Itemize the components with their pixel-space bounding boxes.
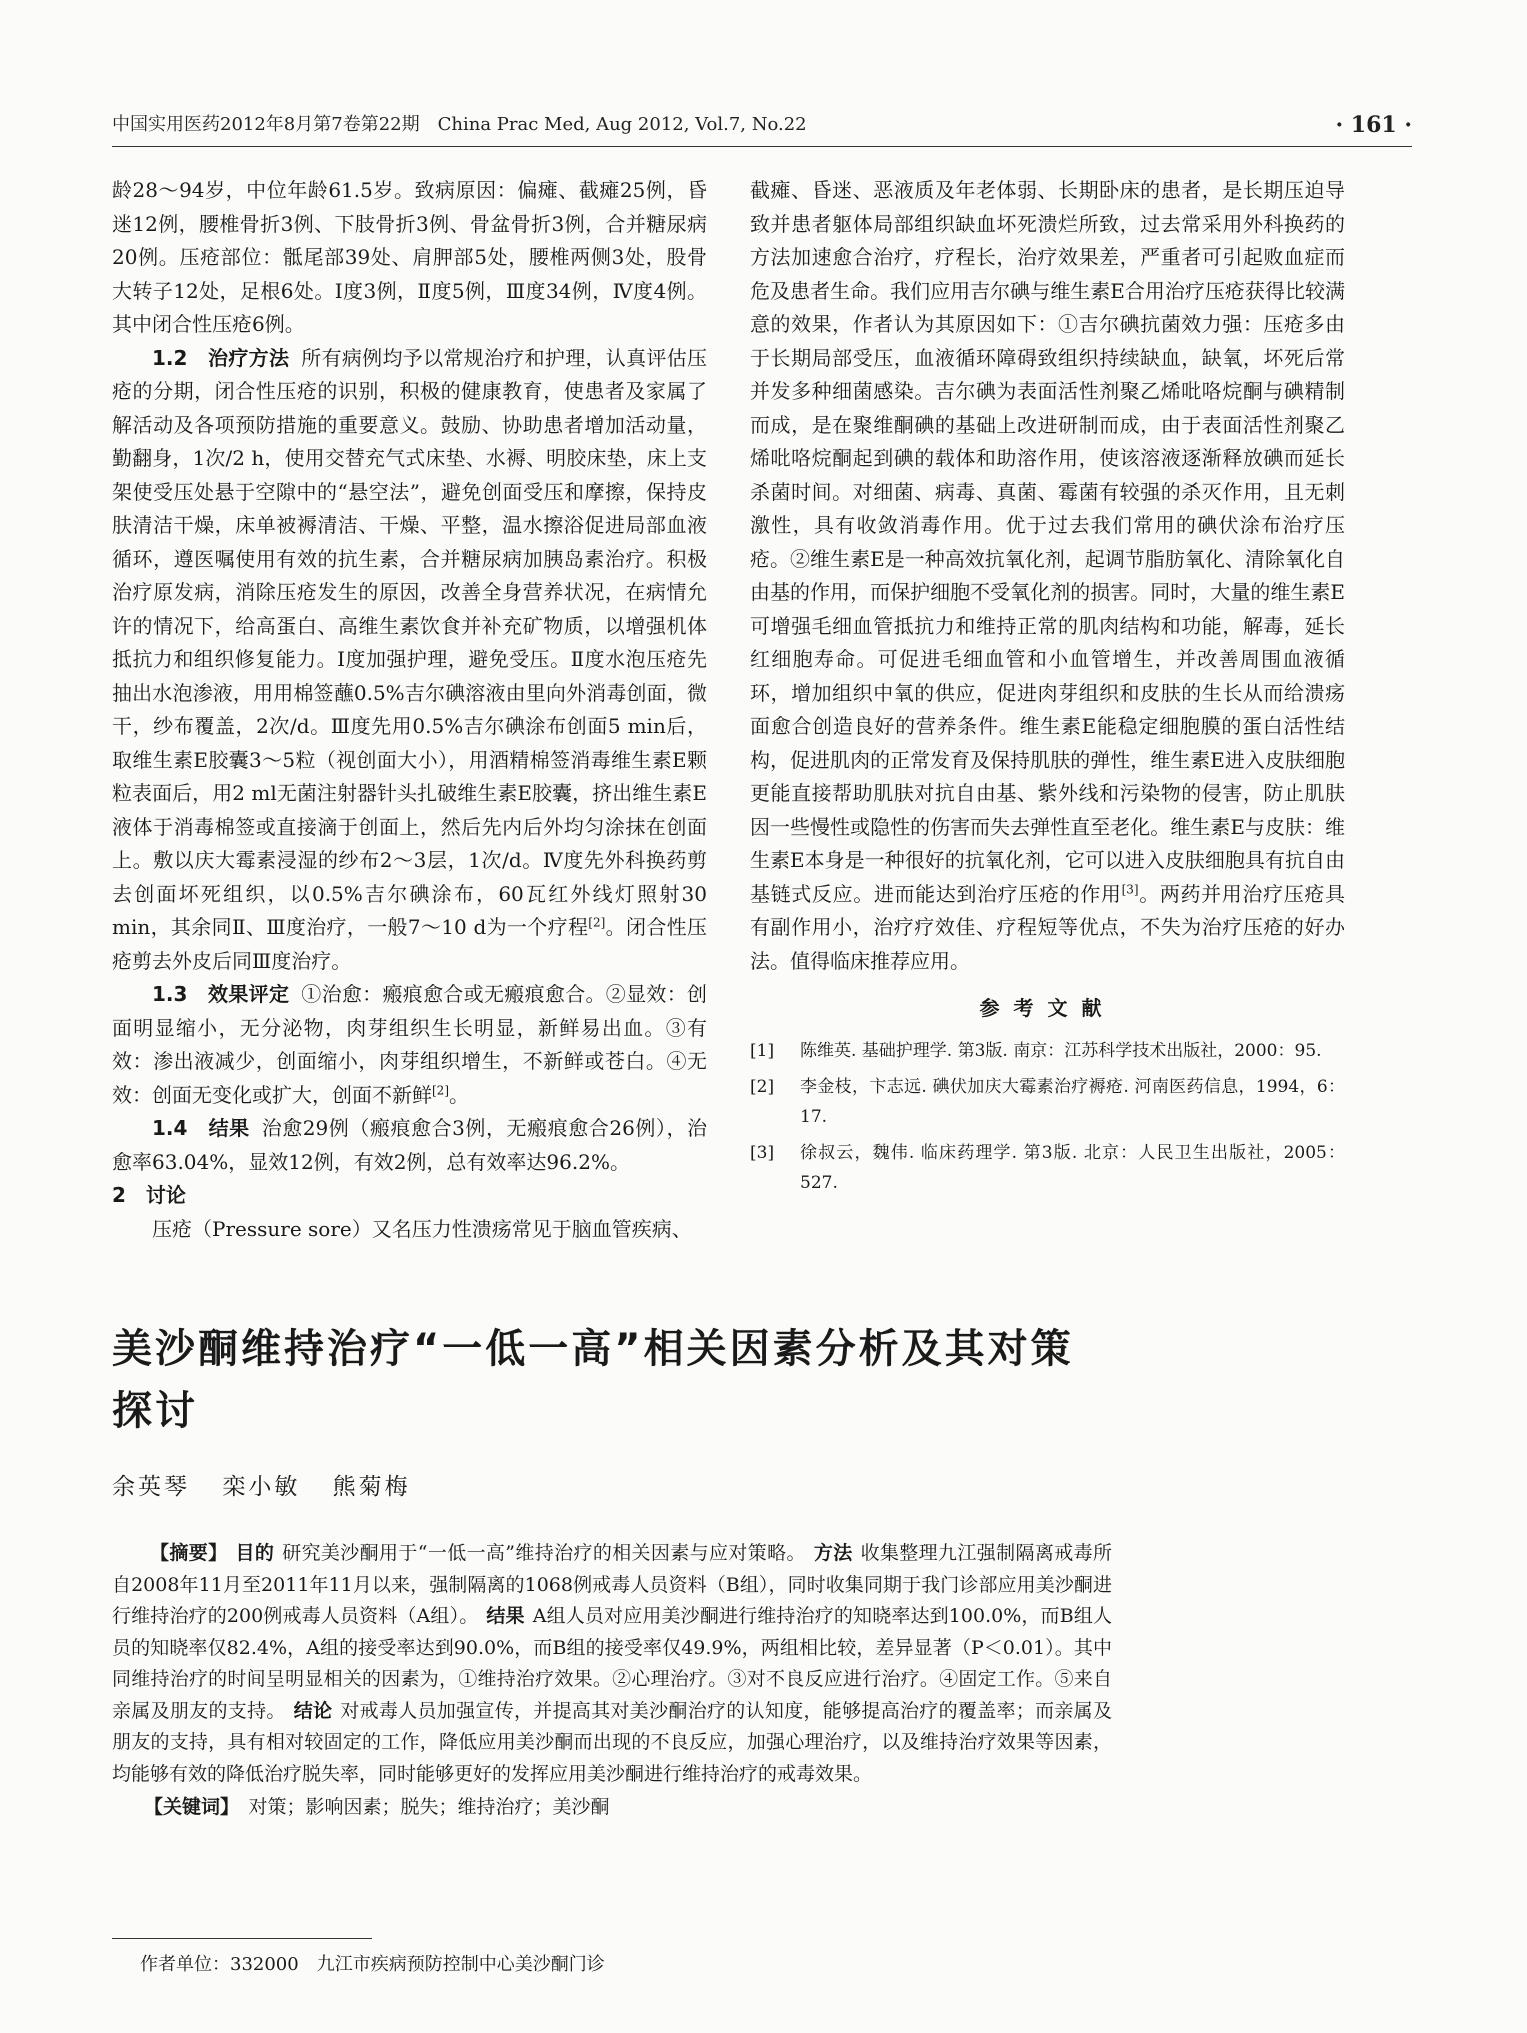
journal-info: 中国实用医药2012年8月第7卷第22期 China Prac Med, Aug 2012, Vol.7, No.22	[112, 114, 807, 135]
section-body: 所有病例均予以常规治疗和护理，认真评估压疮的分期，闭合性压疮的识别，积极的健康教育，使患者及家属了解活动及各项预防措施的重要意义。鼓励、协助患者增加活动量，勤翻身，1次/2 h，使用交替充气式床垫、水褥、明胶床垫，床上支架使受压处悬于空隙中的“悬空法”，避免创面受压和摩擦，保持皮肤清洁干燥，床单被褥清洁、干燥、平整，温水擦浴促进局部血液循环，遵医嘱使用有效的抗生素，合并糖尿病加胰岛素治疗。积极治疗原发病，消除压疮发生的原因，改善全身营养状况，在病情允许的情况下，给高蛋白、高维生素饮食并补充矿物质，以增强机体抵抗力和组织修复能力。Ⅰ度加强护理，避免受压。Ⅱ度水泡压疮先抽出水泡渗液，用用棉签蘸0.5%吉尔碘溶液由里向外消毒创面，微干，纱布覆盖，2次/d。Ⅲ度先用0.5%吉尔碘涂布创面5 min后，取维生素E胶囊3～5粒（视创面大小），用酒精棉签消毒维生素E颗粒表面后，用2 ml无菌注射器针头扎破维生素E胶囊，挤出维生素E液体于消毒棉签或直接滴于创面上，然后先内后外均匀涂抹在创面上。敷以庆大霉素浸湿的纱布2～3层，1次/d。Ⅳ度先外科换药剪去创面坏死组织，以0.5%吉尔碘涂布，60瓦红外线灯照射30 min，其余同Ⅱ、Ⅲ度治疗，一般7～10 d为一个疗程	[112, 345, 708, 939]
keywords: 对策；影响因素；脱失；维持治疗；美沙酮	[248, 1796, 610, 1818]
section-body: ①治愈：瘢痕愈合或无瘢痕愈合。②显效：创面明显缩小，无分泌物，肉芽组织生长明显，新鲜易出血。③有效：渗出液减少，创面缩小，肉芽组织增生，不新鲜或苍白。④无效：创面无变化或扩大，创面不新鲜	[112, 982, 708, 1107]
running-header	[112, 108, 1412, 142]
section-heading: 1.4 结果	[152, 1116, 250, 1140]
reference-item: [1] 陈维英. 基础护理学. 第3版. 南京：江苏科学技术出版社，2000：95.	[750, 1040, 1322, 1061]
keywords-tag: 【关键词】	[144, 1796, 230, 1818]
abstract-body: 【摘要】 目的 研究美沙酮用于“一低一高”维持治疗的相关因素与应对策略。 方法 收集整理九江强制隔离戒毒所自2008年11月至2011年11月以来，强制隔离的1068例戒毒人员资料（B组），同时收集同期于我门诊部应用美沙酮进行维持治疗的200例戒毒人员资料（A组）。 结果 A组人员对应用美沙酮进行维持治疗的知晓率达到100.0%，而B组人员的知晓率仅82.4%，A组的接受率达到90.0%，而B组的接受率仅49.9%，两组相比较，差异显著（P＜0.01）。其中同维持治疗的时间呈明显相关的因素为，①维持治疗效果。②心理治疗。③对不良反应进行治疗。④固定工作。⑤来自亲属及朋友的支持。 结论 对戒毒人员加强宣传，并提高其对美沙酮治疗的认知度，能够提高治疗的覆盖率；而亲属及朋友的支持，具有相对较固定的工作，降低应用美沙酮而出现的不良反应，加强心理治疗，以及维持治疗效果等因素，均能够有效的降低治疗脱失率，同时能够更好的发挥应用美沙酮进行维持治疗的戒毒效果。	[112, 1542, 1112, 1785]
citation: [3]	[1121, 881, 1139, 896]
author: 熊菊梅	[332, 1474, 411, 1500]
author-affiliation: 作者单位：332000 九江市疾病预防控制中心美沙酮门诊	[140, 1954, 605, 1975]
reference-item: [3] 徐叔云，魏伟. 临床药理学. 第3版. 北京：人民卫生出版社，2005：527.	[750, 1142, 1345, 1193]
abstract-tag: 【摘要】	[150, 1542, 228, 1564]
citation: [2]	[588, 915, 606, 930]
footnote-rule	[112, 1938, 372, 1939]
section-2-heading: 2 讨论	[112, 1183, 186, 1207]
paragraph-cases: 龄28～94岁，中位年龄61.5岁。致病原因：偏瘫、截瘫25例，昏迷12例，腰椎骨折3例、下肢骨折3例、骨盆骨折3例，合并糖尿病20例。压疮部位：骶尾部39处、肩胛部5处，腰椎两侧3处，股骨大转子12处，足根6处。Ⅰ度3例，Ⅱ度5例，Ⅲ度34例，Ⅳ度4例。其中闭合性压疮6例。	[112, 178, 707, 336]
author: 栾小敏	[222, 1474, 301, 1500]
section-1-2: 1.2 治疗方法 所有病例均予以常规治疗和护理，认真评估压疮的分期，闭合性压疮的识别，积极的健康教育，使患者及家属了解活动及各项预防措施的重要意义。鼓励、协助患者增加活动量，勤翻身，1次/2 h，使用交替充气式床垫、水褥、明胶床垫，床上支架使受压处悬于空隙中的“悬空法”，避免创面受压和摩擦，保持皮肤清洁干燥，床单被褥清洁、干燥、平整，温水擦浴促进局部血液循环，遵医嘱使用有效的抗生素，合并糖尿病加胰岛素治疗。积极治疗原发病，消除压疮发生的原因，改善全身营养状况，在病情允许的情况下，给高蛋白、高维生素饮食并补充矿物质，以增强机体抵抗力和组织修复能力。Ⅰ度加强护理，避免受压。Ⅱ度水泡压疮先抽出水泡渗液，用用棉签蘸0.5%吉尔碘溶液由里向外消毒创面，微干，纱布覆盖，2次/d。Ⅲ度先用0.5%吉尔碘涂布创面5 min后，取维生素E胶囊3～5粒（视创面大小），用酒精棉签消毒维生素E颗粒表面后，用2 ml无菌注射器针头扎破维生素E胶囊，挤出维生素E液体于消毒棉签或直接滴于创面上，然后先内后外均匀涂抹在创面上。敷以庆大霉素浸湿的纱布2～3层，1次/d。Ⅳ度先外科换药剪去创面坏死组织，以0.5%吉尔碘涂布，60瓦红外线灯照射30 min，其余同Ⅱ、Ⅲ度治疗，一般7～10 d为一个疗程[2]。闭合性压疮剪去外皮后同Ⅲ度治疗。	[112, 345, 708, 973]
author: 余英琴	[112, 1474, 190, 1500]
section-heading: 1.2 治疗方法	[152, 345, 290, 370]
left-column	[112, 174, 707, 1246]
author-list	[112, 1468, 433, 1501]
section-heading: 1.3 效果评定	[152, 982, 290, 1006]
abstract	[112, 1538, 1112, 1824]
discussion-start: 压疮（Pressure sore）又名压力性溃疡常见于脑血管疾病、	[152, 1216, 692, 1241]
section-1-3: 1.3 效果评定 ①治愈：瘢痕愈合或无瘢痕愈合。②显效：创面明显缩小，无分泌物，肉芽组织生长明显，新鲜易出血。③有效：渗出液减少，创面缩小，肉芽组织增生，不新鲜或苍白。④无效：创面无变化或扩大，创面不新鲜[2]。	[112, 982, 708, 1107]
article-title: 美沙酮维持治疗“一低一高”相关因素分析及其对策探讨	[112, 1326, 1074, 1434]
reference-list	[750, 1036, 1345, 1198]
section-1-4	[112, 1112, 707, 1179]
header-rule	[112, 146, 1412, 147]
keywords-line	[112, 1792, 1112, 1824]
references-heading: 参考文献	[979, 996, 1116, 1020]
reference-item: [2] 李金枝，卞志远. 碘伏加庆大霉素治疗褥疮. 河南医药信息，1994，6：17.	[750, 1076, 1345, 1127]
citation: [2]	[432, 1082, 449, 1097]
section-body: 治愈29例（瘢痕愈合3例，无瘢痕愈合26例），治愈率63.04%，显效12例，有效2例，总有效率达96.2%。	[112, 1116, 708, 1174]
page-number: · 161 ·	[1335, 112, 1412, 138]
discussion-continued: 截瘫、昏迷、恶液质及年老体弱、长期卧床的患者，是长期压迫导致并患者躯体局部组织缺血坏死溃烂所致，过去常采用外科换药的方法加速愈合治疗，疗程长，治疗效果差，严重者可引起败血症而危及患者生命。我们应用吉尔碘与维生素E合用治疗压疮获得比较满意的效果，作者认为其原因如下：①吉尔碘抗菌效力强：压疮多由于长期局部受压，血液循环障碍致组织持续缺血，缺氧，坏死后常并发多种细菌感染。吉尔碘为表面活性剂聚乙烯吡咯烷酮与碘精制而成，是在聚维酮碘的基础上改进研制而成，由于表面活性剂聚乙烯吡咯烷酮起到碘的载体和助溶作用，使该溶液逐渐释放碘而延长杀菌时间。对细菌、病毒、真菌、霉菌有较强的杀灭作用，且无刺激性，具有收敛消毒作用。优于过去我们常用的碘伏涂布治疗压疮。②维生素E是一种高效抗氧化剂，起调节脂肪氧化、清除氧化自由基的作用，而保护细胞不受氧化剂的损害。同时，大量的维生素E可增强毛细血管抵抗力和维持正常的肌肉结构和功能，解毒，延长红细胞寿命。可促进毛细血管和小血管增生，并改善周围血液循环，增加组织中氧的供应，促进肉芽组织和皮肤的生长从而给溃疡面愈合创造良好的营养条件。维生素E能稳定细胞膜的蛋白活性结构，促进肌肉的正常发育及保持肌肤的弹性，维生素E进入皮肤细胞更能直接帮助肌肤对抗自由基、紫外线和污染物的侵害，防止肌肤因一些慢性或隐性的伤害而失去弹性直至老化。维生素E与皮肤：维生素E本身是一种很好的抗氧化剂，它可以进入皮肤细胞具有抗自由基链式反应。进而能达到治疗压疮的作用[3]。两药并用治疗压疮具有副作用小，治疗疗效佳、疗程短等优点，不失为治疗压疮的好办法。值得临床推荐应用。	[750, 178, 1346, 973]
right-column	[750, 174, 1345, 1204]
